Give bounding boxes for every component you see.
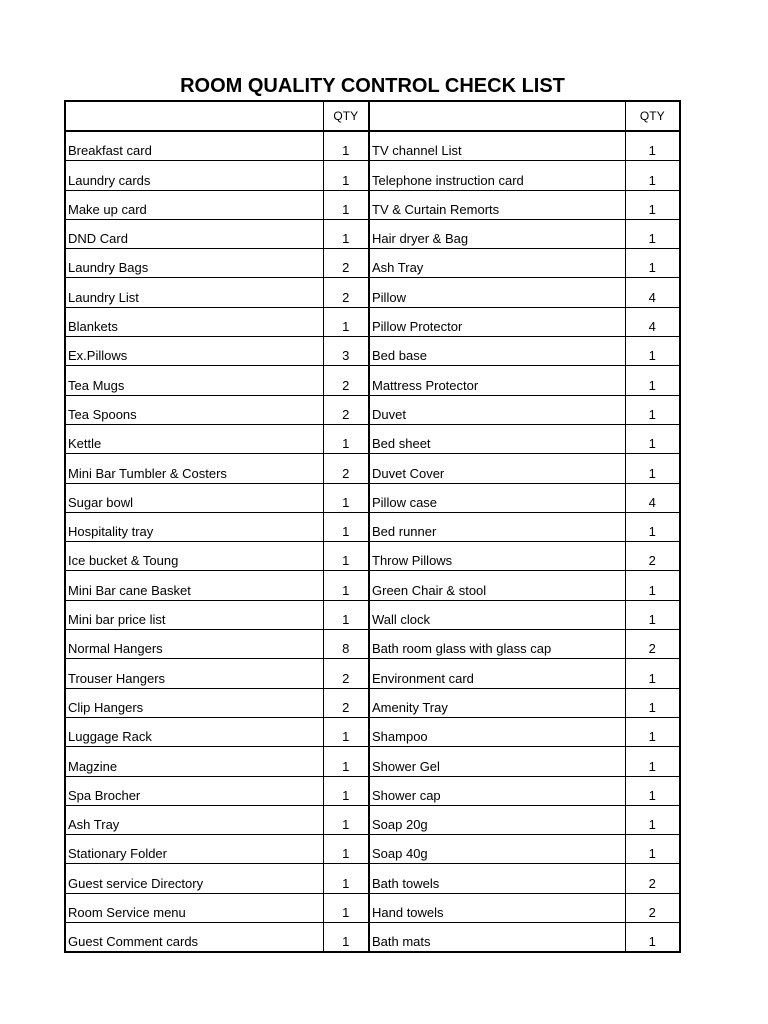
left-qty-cell-text: 1 <box>342 729 350 745</box>
table-row <box>65 131 680 161</box>
right-item-cell <box>369 454 625 483</box>
left-item-cell <box>65 747 323 776</box>
table-row <box>65 571 680 600</box>
right-qty-cell <box>625 571 680 600</box>
left-qty-cell-text: 1 <box>342 934 350 950</box>
table-row <box>65 278 680 307</box>
left-item-cell-text: Laundry Bags <box>68 260 149 276</box>
right-item-cell <box>369 307 625 336</box>
right-qty-cell-text: 1 <box>648 143 656 159</box>
left-item-cell-text: Luggage Rack <box>68 729 152 745</box>
page-title: ROOM QUALITY CONTROL CHECK LIST <box>180 75 565 97</box>
header-right-item <box>369 101 625 131</box>
left-qty-cell-text: 1 <box>342 143 350 159</box>
left-item-cell <box>65 717 323 746</box>
left-item-cell <box>65 805 323 834</box>
left-item-cell-text: Magzine <box>68 758 118 774</box>
left-qty-cell <box>323 717 369 746</box>
left-qty-cell-text: 1 <box>342 524 350 540</box>
left-item-cell <box>65 190 323 219</box>
right-item-cell <box>369 659 625 688</box>
left-qty-cell <box>323 571 369 600</box>
left-item-cell <box>65 454 323 483</box>
right-item-cell-text: Pillow case <box>372 494 438 510</box>
left-item-cell <box>65 249 323 278</box>
right-item-cell-text: Pillow Protector <box>372 319 463 335</box>
right-qty-cell <box>625 190 680 219</box>
checklist-table <box>64 100 681 953</box>
right-item-cell <box>369 923 625 953</box>
left-item-cell <box>65 366 323 395</box>
left-qty-cell <box>323 190 369 219</box>
table-row <box>65 161 680 190</box>
left-item-cell <box>65 688 323 717</box>
table-row <box>65 630 680 659</box>
right-item-cell-text: Ash Tray <box>372 260 424 276</box>
left-qty-cell-text: 2 <box>342 260 350 276</box>
right-qty-cell-text: 2 <box>648 905 656 921</box>
right-qty-cell-text: 1 <box>648 465 656 481</box>
table-row <box>65 805 680 834</box>
right-item-cell-text: Duvet Cover <box>372 465 445 481</box>
left-qty-cell-text: 1 <box>342 612 350 628</box>
right-item-cell <box>369 864 625 893</box>
right-qty-cell <box>625 805 680 834</box>
header-right-qty: QTY <box>625 101 680 131</box>
left-qty-cell <box>323 776 369 805</box>
right-qty-cell <box>625 278 680 307</box>
right-qty-cell-text: 1 <box>648 377 656 393</box>
right-qty-cell <box>625 717 680 746</box>
right-qty-cell <box>625 161 680 190</box>
left-item-cell <box>65 307 323 336</box>
left-qty-cell-text: 1 <box>342 787 350 803</box>
right-item-cell <box>369 190 625 219</box>
left-qty-cell <box>323 893 369 922</box>
right-qty-cell-text: 1 <box>648 934 656 950</box>
right-item-cell-text: Soap 20g <box>372 817 428 833</box>
left-item-cell <box>65 893 323 922</box>
header-left-item <box>65 101 323 131</box>
left-item-cell <box>65 835 323 864</box>
left-item-cell-text: Ash Tray <box>68 817 120 833</box>
left-item-cell <box>65 542 323 571</box>
left-qty-cell-text: 1 <box>342 758 350 774</box>
right-item-cell-text: Shower cap <box>372 787 441 803</box>
left-qty-cell-text: 1 <box>342 875 350 891</box>
left-item-cell-text: Spa Brocher <box>68 787 141 803</box>
right-qty-cell-text: 4 <box>648 494 656 510</box>
left-item-cell-text: Mini Bar Tumbler & Costers <box>68 465 227 481</box>
left-item-cell <box>65 424 323 453</box>
right-qty-cell-text: 1 <box>648 612 656 628</box>
right-item-cell <box>369 571 625 600</box>
left-item-cell-text: Blankets <box>68 319 118 335</box>
left-item-cell-text: Tea Spoons <box>68 406 137 422</box>
table-row <box>65 249 680 278</box>
table-row <box>65 219 680 248</box>
right-item-cell <box>369 542 625 571</box>
right-item-cell <box>369 424 625 453</box>
table-row <box>65 864 680 893</box>
left-item-cell-text: Normal Hangers <box>68 641 163 657</box>
right-qty-cell <box>625 542 680 571</box>
right-item-cell-text: TV & Curtain Remorts <box>372 201 500 217</box>
left-item-cell-text: Sugar bowl <box>68 494 134 510</box>
left-item-cell-text: Breakfast card <box>68 143 152 159</box>
left-item-cell <box>65 278 323 307</box>
table-row <box>65 307 680 336</box>
right-qty-cell <box>625 893 680 922</box>
left-item-cell <box>65 131 323 161</box>
left-qty-cell <box>323 923 369 953</box>
left-qty-cell-text: 3 <box>342 348 350 364</box>
right-qty-cell <box>625 395 680 424</box>
left-qty-cell <box>323 337 369 366</box>
left-qty-cell <box>323 424 369 453</box>
right-item-cell-text: Bath towels <box>372 875 440 891</box>
left-item-cell <box>65 571 323 600</box>
right-item-cell <box>369 483 625 512</box>
left-qty-cell-text: 1 <box>342 494 350 510</box>
left-item-cell-text: Kettle <box>68 436 102 452</box>
left-qty-cell <box>323 659 369 688</box>
right-qty-cell <box>625 776 680 805</box>
right-item-cell-text: Bath mats <box>372 934 431 950</box>
table-row <box>65 542 680 571</box>
table-row <box>65 835 680 864</box>
left-qty-cell <box>323 600 369 629</box>
left-item-cell <box>65 600 323 629</box>
table-row <box>65 688 680 717</box>
right-item-cell <box>369 835 625 864</box>
right-item-cell-text: Mattress Protector <box>372 377 479 393</box>
left-qty-cell <box>323 307 369 336</box>
right-item-cell-text: Green Chair & stool <box>372 582 487 598</box>
right-qty-cell-text: 1 <box>648 524 656 540</box>
right-item-cell <box>369 337 625 366</box>
right-item-cell-text: Bath room glass with glass cap <box>372 641 552 657</box>
right-qty-cell-text: 4 <box>648 289 656 305</box>
right-item-cell-text: TV channel List <box>372 143 462 159</box>
right-qty-cell-text: 1 <box>648 231 656 247</box>
right-qty-cell <box>625 600 680 629</box>
right-qty-cell-text: 1 <box>648 201 656 217</box>
right-item-cell <box>369 131 625 161</box>
right-qty-cell <box>625 864 680 893</box>
right-item-cell-text: Bed runner <box>372 524 437 540</box>
left-qty-cell-text: 2 <box>342 289 350 305</box>
left-qty-cell <box>323 512 369 541</box>
right-item-cell <box>369 776 625 805</box>
left-qty-cell <box>323 395 369 424</box>
left-item-cell-text: Laundry cards <box>68 172 151 188</box>
right-qty-cell <box>625 630 680 659</box>
left-qty-cell-text: 1 <box>342 553 350 569</box>
left-item-cell <box>65 219 323 248</box>
table-row <box>65 923 680 953</box>
right-item-cell-text: Hair dryer & Bag <box>372 231 469 247</box>
right-item-cell-text: Bed base <box>372 348 427 364</box>
right-item-cell-text: Duvet <box>372 406 406 422</box>
right-qty-cell <box>625 835 680 864</box>
left-item-cell <box>65 659 323 688</box>
left-item-cell-text: Ex.Pillows <box>68 348 128 364</box>
right-item-cell-text: Amenity Tray <box>372 699 448 715</box>
left-item-cell-text: Mini Bar cane Basket <box>68 582 191 598</box>
left-item-cell-text: Laundry List <box>68 289 139 305</box>
header-left-qty: QTY <box>323 101 369 131</box>
right-qty-cell <box>625 366 680 395</box>
right-qty-cell <box>625 249 680 278</box>
right-item-cell-text: Shower Gel <box>372 758 440 774</box>
right-qty-cell <box>625 454 680 483</box>
table-row <box>65 717 680 746</box>
right-qty-cell <box>625 747 680 776</box>
right-qty-cell <box>625 131 680 161</box>
table-body <box>65 131 680 952</box>
left-qty-cell <box>323 483 369 512</box>
right-qty-cell <box>625 512 680 541</box>
right-qty-cell-text: 1 <box>648 406 656 422</box>
left-item-cell-text: Mini bar price list <box>68 612 166 628</box>
left-qty-cell <box>323 864 369 893</box>
right-item-cell-text: Pillow <box>372 289 406 305</box>
right-qty-cell <box>625 424 680 453</box>
right-item-cell <box>369 395 625 424</box>
right-qty-cell-text: 1 <box>648 729 656 745</box>
table-row <box>65 454 680 483</box>
left-qty-cell-text: 1 <box>342 436 350 452</box>
left-qty-cell-text: 2 <box>342 465 350 481</box>
left-qty-cell-text: 1 <box>342 582 350 598</box>
left-item-cell-text: Trouser Hangers <box>68 670 166 686</box>
table-row <box>65 483 680 512</box>
left-qty-cell <box>323 131 369 161</box>
right-item-cell-text: Environment card <box>372 670 474 686</box>
right-qty-cell <box>625 659 680 688</box>
left-qty-cell-text: 2 <box>342 406 350 422</box>
left-qty-cell-text: 2 <box>342 699 350 715</box>
left-qty-cell-text: 1 <box>342 319 350 335</box>
left-qty-cell <box>323 219 369 248</box>
table-row <box>65 659 680 688</box>
right-qty-cell-text: 1 <box>648 699 656 715</box>
right-qty-cell-text: 1 <box>648 787 656 803</box>
right-qty-cell <box>625 307 680 336</box>
left-qty-cell <box>323 249 369 278</box>
left-item-cell-text: DND Card <box>68 231 128 247</box>
right-item-cell <box>369 600 625 629</box>
right-qty-cell-text: 1 <box>648 582 656 598</box>
left-item-cell <box>65 512 323 541</box>
right-qty-cell <box>625 688 680 717</box>
right-item-cell <box>369 366 625 395</box>
right-item-cell-text: Telephone instruction card <box>372 172 524 188</box>
left-qty-cell <box>323 542 369 571</box>
left-item-cell-text: Tea Mugs <box>68 377 125 393</box>
left-qty-cell <box>323 366 369 395</box>
right-item-cell-text: Throw Pillows <box>372 553 453 569</box>
left-qty-cell-text: 1 <box>342 905 350 921</box>
left-qty-cell-text: 1 <box>342 172 350 188</box>
right-item-cell-text: Wall clock <box>372 612 431 628</box>
right-item-cell <box>369 688 625 717</box>
table-row <box>65 776 680 805</box>
right-item-cell-text: Bed sheet <box>372 436 431 452</box>
right-item-cell-text: Soap 40g <box>372 846 428 862</box>
left-qty-cell <box>323 278 369 307</box>
table-row <box>65 512 680 541</box>
right-item-cell <box>369 717 625 746</box>
right-item-cell-text: Hand towels <box>372 905 444 921</box>
right-qty-cell-text: 2 <box>648 641 656 657</box>
left-item-cell-text: Hospitality tray <box>68 524 154 540</box>
table-row <box>65 600 680 629</box>
left-item-cell-text: Clip Hangers <box>68 699 144 715</box>
left-item-cell <box>65 630 323 659</box>
table-row <box>65 337 680 366</box>
right-qty-cell-text: 1 <box>648 670 656 686</box>
left-qty-cell-text: 2 <box>342 377 350 393</box>
right-item-cell <box>369 512 625 541</box>
right-qty-cell-text: 2 <box>648 875 656 891</box>
left-qty-cell <box>323 454 369 483</box>
right-qty-cell <box>625 923 680 953</box>
table-row <box>65 395 680 424</box>
right-item-cell <box>369 893 625 922</box>
left-qty-cell <box>323 161 369 190</box>
left-item-cell <box>65 337 323 366</box>
left-item-cell-text: Room Service menu <box>68 905 186 921</box>
table-row <box>65 190 680 219</box>
right-qty-cell-text: 2 <box>648 553 656 569</box>
left-item-cell-text: Guest service Directory <box>68 875 204 891</box>
left-qty-cell-text: 1 <box>342 201 350 217</box>
left-qty-cell-text: 1 <box>342 231 350 247</box>
left-item-cell <box>65 923 323 953</box>
right-qty-cell-text: 1 <box>648 348 656 364</box>
left-item-cell-text: Guest Comment cards <box>68 934 199 950</box>
table-header-row <box>65 101 680 131</box>
right-qty-cell <box>625 219 680 248</box>
right-qty-cell-text: 4 <box>648 319 656 335</box>
right-qty-cell <box>625 337 680 366</box>
right-item-cell <box>369 805 625 834</box>
left-qty-cell-text: 1 <box>342 817 350 833</box>
table-row <box>65 747 680 776</box>
right-qty-cell-text: 1 <box>648 436 656 452</box>
left-item-cell <box>65 395 323 424</box>
left-item-cell-text: Make up card <box>68 201 147 217</box>
left-item-cell <box>65 776 323 805</box>
right-item-cell <box>369 278 625 307</box>
right-item-cell-text: Shampoo <box>372 729 428 745</box>
right-item-cell <box>369 161 625 190</box>
left-item-cell <box>65 864 323 893</box>
table-row <box>65 893 680 922</box>
table-row <box>65 424 680 453</box>
right-item-cell <box>369 630 625 659</box>
table-row <box>65 366 680 395</box>
left-item-cell-text: Ice bucket & Toung <box>68 553 179 569</box>
left-qty-cell <box>323 747 369 776</box>
right-item-cell <box>369 249 625 278</box>
right-qty-cell-text: 1 <box>648 846 656 862</box>
left-qty-cell <box>323 805 369 834</box>
right-qty-cell-text: 1 <box>648 817 656 833</box>
left-qty-cell-text: 8 <box>342 641 350 657</box>
left-item-cell-text: Stationary Folder <box>68 846 167 862</box>
left-item-cell <box>65 161 323 190</box>
left-qty-cell-text: 1 <box>342 846 350 862</box>
right-qty-cell <box>625 483 680 512</box>
right-qty-cell-text: 1 <box>648 758 656 774</box>
left-qty-cell-text: 2 <box>342 670 350 686</box>
right-item-cell <box>369 219 625 248</box>
right-item-cell <box>369 747 625 776</box>
left-qty-cell <box>323 630 369 659</box>
right-qty-cell-text: 1 <box>648 260 656 276</box>
left-qty-cell <box>323 688 369 717</box>
left-qty-cell <box>323 835 369 864</box>
right-qty-cell-text: 1 <box>648 172 656 188</box>
left-item-cell <box>65 483 323 512</box>
